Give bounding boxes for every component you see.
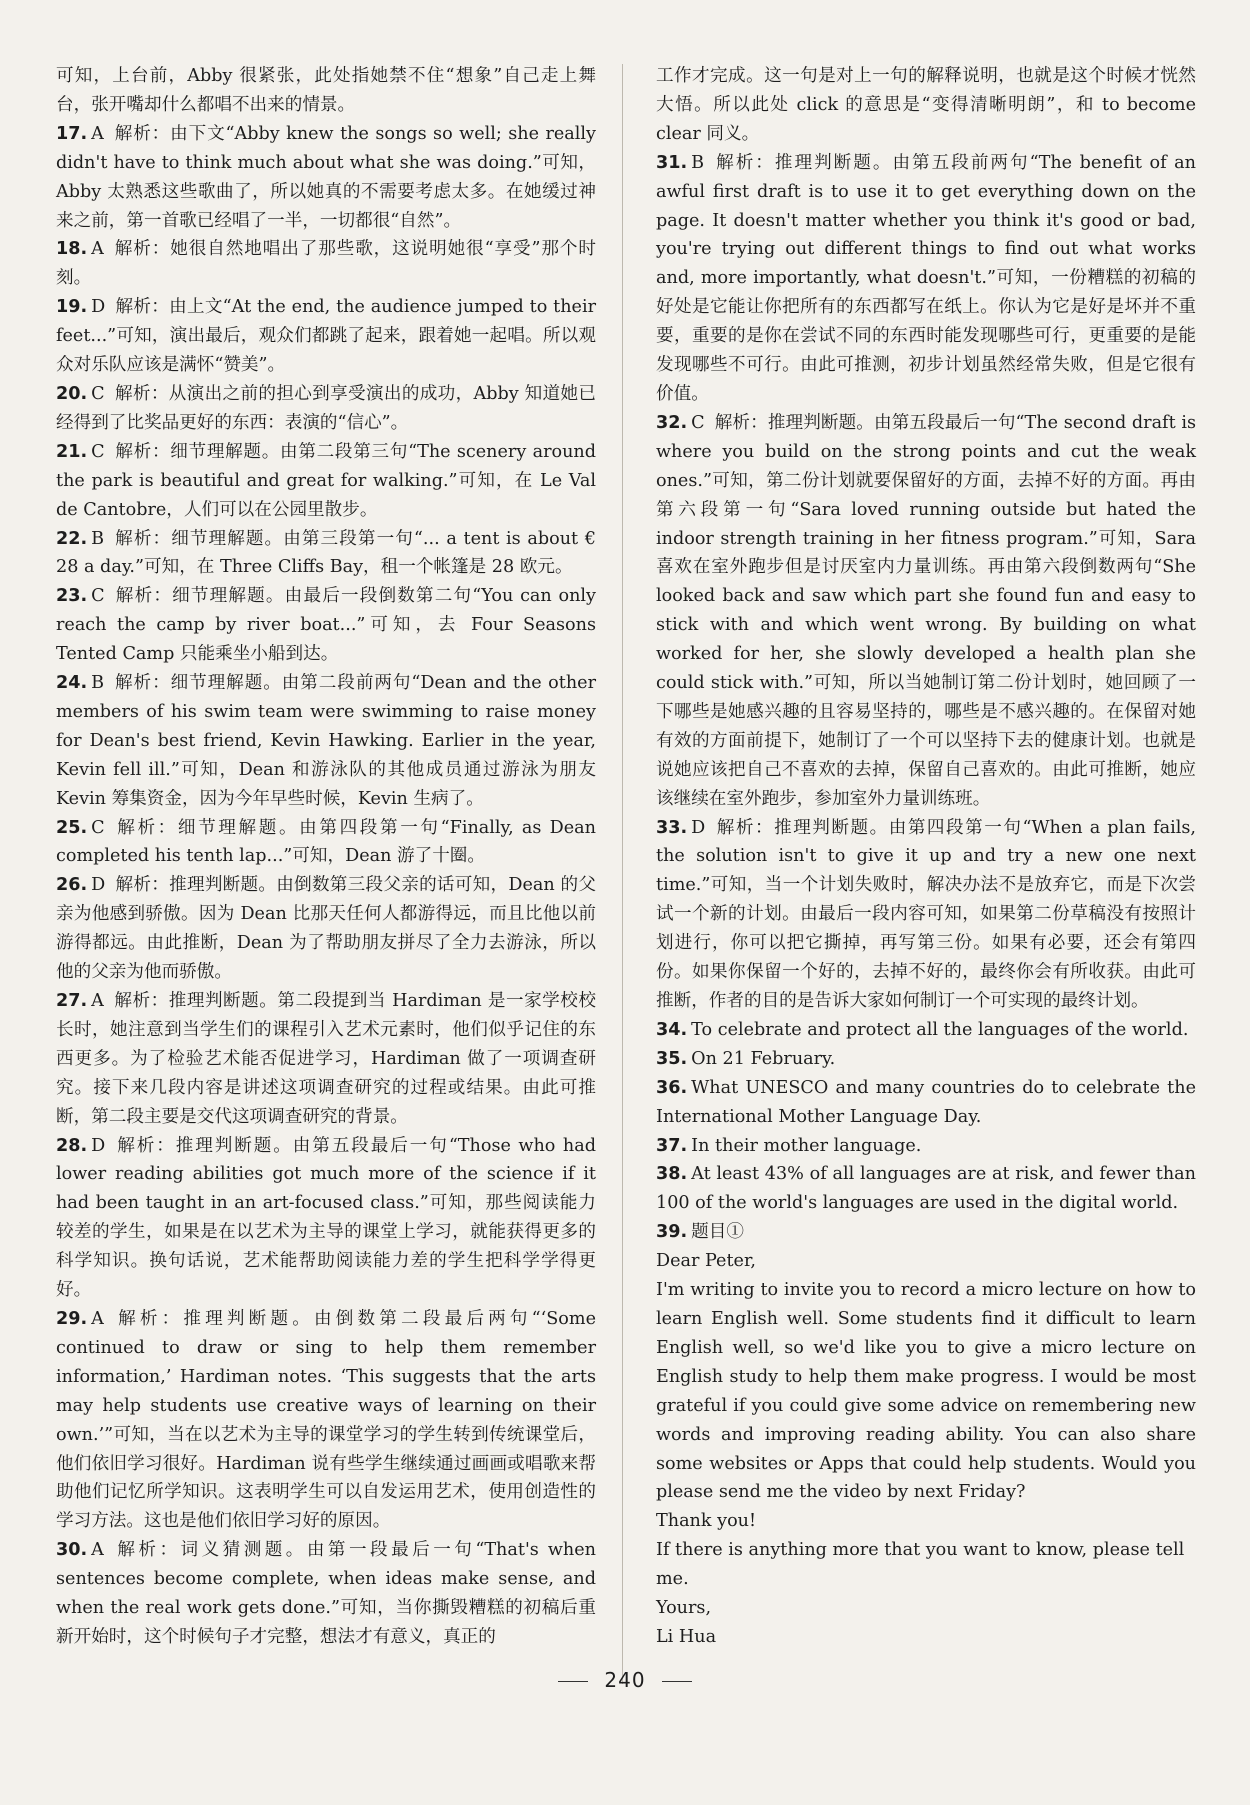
page-number: 240 xyxy=(604,1668,646,1692)
answer-item: 工作才完成。这一句是对上一句的解释说明，也就是这个时候才恍然大悟。所以此处 click 的意思是“变得清晰明朗”，和 to become clear 同义。 xyxy=(656,66,1196,144)
right-column xyxy=(656,62,1196,1652)
answer-item: 32. C 解析：推理判断题。由第五段最后一句“The second draft is where you build on the strong points and cut the weak ones.”可知，第二份计划就要保留好的方面，去掉不好的方面。再由第六段第一句“Sara loved running outside but hated the indoor strength training in her fitness program.”可知，Sara 喜欢在室外跑步但是讨厌室内力量训练。再由第六段倒数两句“She looked back and saw which part she found fun and easy to stick with and which went wrong. By building on what worked for her, she slowly developed a health plan she could stick with.”可知，所以当她制订第二份计划时，她回顾了一下哪些是她感兴趣的且容易坚持的，哪些是不感兴趣的。在保留对她有效的方面前提下，她制订了一个可以坚持下去的健康计划。也就是说她应该把自己不喜欢的去掉，保留自己喜欢的。由此可推断，她应该继续在室外跑步，参加室外力量训练班。 xyxy=(656,412,1196,809)
footer-dash xyxy=(662,1681,692,1682)
letter-signature: Li Hua xyxy=(656,1626,717,1647)
answer-item: 23. C 解析：细节理解题。由最后一段倒数第二句“You can only reach the camp by river boat...”可知，去 Four Seasons Tented Camp 只能乘坐小船到达。 xyxy=(56,586,596,665)
answer-item: 18. A 解析：她很自然地唱出了那些歌，这说明她很“享受”那个时刻。 xyxy=(56,239,596,289)
answer-item: 25. C 解析：细节理解题。由第四段第一句“Finally, as Dean completed his tenth lap...”可知，Dean 游了十圈。 xyxy=(56,817,596,867)
answer-item: 33. D 解析：推理判断题。由第四段第一句“When a plan fails, the solution isn't to give it up and try a new one next time.”可知，当一个计划失败时，解决办法不是放弃它，而是下次尝试一个新的计划。由最后一段内容可知，如果第二份草稿没有按照计划进行，你可以把它撕掉，再写第三份。如果有必要，还会有第四份。如果你保留一个好的，去掉不好的，最终你会有所收获。由此可推断，作者的目的是告诉大家如何制订一个可实现的最终计划。 xyxy=(656,817,1196,1011)
column-divider xyxy=(622,64,623,1684)
answer-item: 21. C 解析：细节理解题。由第二段第三句“The scenery around the park is beautiful and great for walking.”可知，在 Le Val de Cantobre，人们可以在公园里散步。 xyxy=(56,441,596,520)
answer-item: 27. A 解析：推理判断题。第二段提到当 Hardiman 是一家学校校长时，她注意到当学生们的课程引入艺术元素时，他们似乎记住的东西更多。为了检验艺术能否促进学习，Hardiman 做了一项调查研究。接下来几段内容是讲述这项调查研究的过程或结果。由此可推断，第二段主要是交代这项调查研究的背景。 xyxy=(56,991,596,1127)
answer-item: 36. What UNESCO and many countries do to celebrate the International Mother Language Day. xyxy=(656,1077,1196,1127)
letter-thanks: Thank you! xyxy=(656,1511,757,1532)
answer-item: 35. On 21 February. xyxy=(656,1048,836,1069)
answer-item: 37. In their mother language. xyxy=(656,1135,922,1156)
footer-dash xyxy=(558,1681,588,1682)
answer-item: 26. D 解析：推理判断题。由倒数第三段父亲的话可知，Dean 的父亲为他感到骄傲。因为 Dean 比那天任何人都游得远，而且比他以前游得都远。由此推断，Dean 为了帮助朋友拼尽了全力去游泳，所以他的父亲为他而骄傲。 xyxy=(56,875,596,983)
letter-greeting: Dear Peter, xyxy=(656,1251,757,1272)
sample-letter xyxy=(656,1247,1196,1652)
answer-item: 29. A 解析：推理判断题。由倒数第二段最后两句“‘Some continued to draw or sing to help them remember information,’ Hardiman notes. ‘This suggests that the arts may help students use creative ways of learning on their own.’”可知，当在以艺术为主导的课堂学习的学生转到传统课堂后，他们依旧学习很好。Hardiman 说有些学生继续通过画画或唱歌来帮助他们记忆所学知识。这表明学生可以自发运用艺术，使用创造性的学习方法。这也是他们依旧学习好的原因。 xyxy=(56,1308,596,1532)
letter-closing: Yours, xyxy=(656,1598,712,1619)
answer-item: 22. B 解析：细节理解题。由第三段第一句“... a tent is about € 28 a day.”可知，在 Three Cliffs Bay，租一个帐篷是 28 欧元。 xyxy=(56,528,596,578)
answer-item: 30. A 解析：词义猜测题。由第一段最后一句“That's when sentences become complete, when ideas make sense, and when the real work gets done.”可知，当你撕毁糟糕的初稿后重新开始时，这个时候句子才完整，想法才有意义，真正的 xyxy=(56,1540,596,1647)
answer-item: 19. D 解析：由上文“At the end, the audience jumped to their feet...”可知，演出最后，观众们都跳了起来，跟着她一起唱。所以观众对乐队应该是满怀“赞美”。 xyxy=(56,297,596,376)
answer-item: 38. At least 43% of all languages are at risk, and fewer than 100 of the world's languages are used in the digital world. xyxy=(656,1164,1196,1214)
answer-item: 39. 题目① xyxy=(656,1222,744,1243)
left-column xyxy=(56,62,596,1652)
answer-item: 28. D 解析：推理判断题。由第五段最后一句“Those who had lower reading abilities got much more of the science if it had been taught in an art-focused class.”可知，那些阅读能力较差的学生，如果是在以艺术为主导的课堂上学习，就能获得更多的科学知识。换句话说，艺术能帮助阅读能力差的学生把科学学得更好。 xyxy=(56,1135,596,1301)
answer-item: 31. B 解析：推理判断题。由第五段前两句“The benefit of an awful first draft is to use it to get everything down on the page. It doesn't matter whether you think it's good or bad, you're trying out different things to find out what works and, more importantly, what doesn't.”可知，一份糟糕的初稿的好处是它能让你把所有的东西都写在纸上。你认为它是好是坏并不重要，重要的是你在尝试不同的东西时能发现哪些可行，更重要的是能发现哪些不可行。由此可推测，初步计划虽然经常失败，但是它很有价值。 xyxy=(656,152,1196,404)
letter-body: I'm writing to invite you to record a micro lecture on how to learn English well. Some students find it difficult to learn English well, so we'd like you to give a micro lecture on English study to help them make progress. I would be most grateful if you could give some advice on remembering new words and improving reading ability. You can also share some websites or Apps that could help students. Would you please send me the video by next Friday? xyxy=(656,1280,1196,1503)
page-footer xyxy=(0,1668,1250,1692)
letter-more: If there is anything more that you want to know, please tell me. xyxy=(656,1540,1185,1590)
answer-item: 34. To celebrate and protect all the languages of the world. xyxy=(656,1019,1189,1040)
answer-item: 24. B 解析：细节理解题。由第二段前两句“Dean and the other members of his swim team were swimming to raise money for Dean's best friend, Kevin Hawking. Earlier in the year, Kevin fell ill.”可知，Dean 和游泳队的其他成员通过游泳为朋友 Kevin 筹集资金，因为今年早些时候，Kevin 生病了。 xyxy=(56,673,596,809)
answer-item: 可知，上台前，Abby 很紧张，此处指她禁不住“想象”自己走上舞台，张开嘴却什么都唱不出来的情景。 xyxy=(56,66,596,115)
answer-item: 17. A 解析：由下文“Abby knew the songs so well; she really didn't have to think much about what she was doing.”可知，Abby 太熟悉这些歌曲了，所以她真的不需要考虑太多。在她缓过神来之前，第一首歌已经唱了一半，一切都很“自然”。 xyxy=(56,123,596,231)
answer-item: 20. C 解析：从演出之前的担心到享受演出的成功，Abby 知道她已经得到了比奖品更好的东西：表演的“信心”。 xyxy=(56,383,596,433)
